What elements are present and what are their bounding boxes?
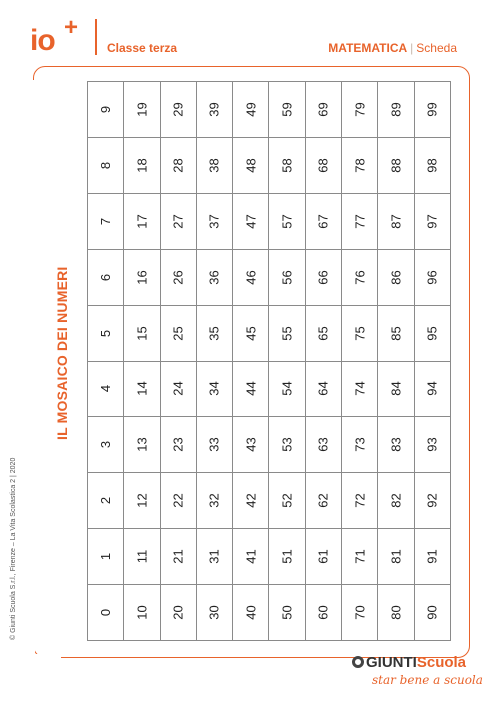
giunti-g-icon bbox=[352, 656, 364, 668]
grid-cell bbox=[124, 473, 160, 529]
grid-number: 59 bbox=[279, 102, 295, 117]
grid-cell bbox=[161, 362, 197, 418]
grid-cell bbox=[88, 194, 124, 250]
publisher-tagline: star bene a scuola bbox=[372, 673, 483, 687]
grid-number: 52 bbox=[279, 493, 295, 508]
grid-number: 40 bbox=[243, 605, 259, 620]
grid-cell bbox=[415, 585, 451, 641]
grid-cell bbox=[161, 138, 197, 194]
io-logo bbox=[30, 14, 78, 57]
grid-number: 98 bbox=[424, 158, 440, 173]
grid-cell bbox=[269, 417, 305, 473]
grid-cell bbox=[88, 585, 124, 641]
grid-number: 75 bbox=[352, 325, 368, 341]
grid-number: 23 bbox=[170, 437, 186, 453]
grid-cell bbox=[306, 82, 342, 138]
grid-number: 22 bbox=[170, 493, 186, 508]
grid-cell bbox=[161, 250, 197, 306]
grid-cell bbox=[161, 417, 197, 473]
grid-number: 9 bbox=[98, 105, 114, 114]
grid-cell bbox=[306, 529, 342, 585]
grid-number: 14 bbox=[134, 381, 150, 397]
grid-cell bbox=[342, 362, 378, 418]
grid-number: 35 bbox=[207, 325, 223, 341]
grid-number: 64 bbox=[315, 381, 331, 397]
number-grid bbox=[87, 81, 451, 641]
grid-number: 34 bbox=[207, 381, 223, 397]
grid-number: 16 bbox=[134, 269, 150, 285]
grid-number: 32 bbox=[207, 493, 223, 508]
grid-number: 13 bbox=[134, 437, 150, 453]
frame-gap-bottom bbox=[31, 654, 61, 662]
grid-number: 82 bbox=[388, 493, 404, 508]
grid-number: 95 bbox=[424, 325, 440, 341]
grid-cell bbox=[378, 585, 414, 641]
grid-cell bbox=[269, 138, 305, 194]
grid-number: 28 bbox=[170, 158, 186, 173]
grid-number: 80 bbox=[388, 605, 404, 620]
grid-number: 6 bbox=[98, 273, 114, 281]
grid-number: 58 bbox=[279, 158, 295, 173]
grid-number: 56 bbox=[279, 269, 295, 285]
grid-cell bbox=[306, 362, 342, 418]
grid-cell bbox=[88, 250, 124, 306]
grid-number: 57 bbox=[279, 214, 295, 229]
grid-cell bbox=[197, 362, 233, 418]
page-title: IL MOSAICO DEI NUMERI bbox=[54, 266, 70, 440]
grid-number: 67 bbox=[315, 214, 331, 229]
grid-cell bbox=[233, 585, 269, 641]
grid-cell bbox=[161, 82, 197, 138]
grid-number: 8 bbox=[98, 161, 114, 169]
grid-cell bbox=[342, 82, 378, 138]
grid-number: 0 bbox=[98, 608, 114, 617]
grid-number: 49 bbox=[243, 102, 259, 117]
grid-number: 69 bbox=[315, 102, 331, 117]
sheet-type: Scheda bbox=[416, 41, 457, 55]
grid-number: 42 bbox=[243, 493, 259, 508]
grid-number: 92 bbox=[424, 493, 440, 508]
grid-cell bbox=[306, 473, 342, 529]
grid-number: 99 bbox=[424, 102, 440, 117]
grid-number: 48 bbox=[243, 158, 259, 173]
grid-cell bbox=[378, 362, 414, 418]
grid-number: 15 bbox=[134, 325, 150, 341]
grid-number: 21 bbox=[170, 549, 186, 564]
grid-number: 85 bbox=[388, 325, 404, 341]
grid-number: 70 bbox=[352, 605, 368, 620]
grid-cell bbox=[378, 194, 414, 250]
grid-cell bbox=[233, 194, 269, 250]
grid-number: 91 bbox=[424, 549, 440, 564]
grid-number: 45 bbox=[243, 325, 259, 341]
grid-number: 77 bbox=[352, 214, 368, 229]
grid-cell bbox=[306, 585, 342, 641]
grid-number: 30 bbox=[207, 605, 223, 620]
grid-number: 18 bbox=[134, 158, 150, 173]
grid-number: 39 bbox=[207, 102, 223, 117]
frame-gap bbox=[31, 80, 35, 660]
grid-number: 46 bbox=[243, 269, 259, 285]
grid-cell bbox=[269, 194, 305, 250]
grid-cell bbox=[306, 138, 342, 194]
grid-number: 11 bbox=[134, 549, 150, 564]
grid-cell bbox=[88, 306, 124, 362]
grid-cell bbox=[197, 194, 233, 250]
grid-cell bbox=[124, 585, 160, 641]
grid-cell bbox=[124, 306, 160, 362]
grid-number: 3 bbox=[98, 441, 114, 449]
grid-cell bbox=[124, 529, 160, 585]
grid-cell bbox=[415, 306, 451, 362]
grid-number: 25 bbox=[170, 325, 186, 341]
grid-number: 71 bbox=[352, 549, 368, 564]
grid-cell bbox=[342, 250, 378, 306]
grid-cell bbox=[161, 306, 197, 362]
grid-number: 89 bbox=[388, 102, 404, 117]
grid-number: 65 bbox=[315, 325, 331, 341]
grid-cell bbox=[342, 585, 378, 641]
grid-number: 27 bbox=[170, 214, 186, 229]
grid-cell bbox=[269, 250, 305, 306]
grid-cell bbox=[233, 82, 269, 138]
grid-cell bbox=[342, 529, 378, 585]
grid-cell bbox=[378, 306, 414, 362]
publisher-logo bbox=[352, 654, 466, 671]
grid-cell bbox=[342, 306, 378, 362]
grid-cell bbox=[415, 473, 451, 529]
grid-cell bbox=[197, 585, 233, 641]
grid-cell bbox=[233, 138, 269, 194]
grid-number: 19 bbox=[134, 102, 150, 117]
grid-number: 87 bbox=[388, 214, 404, 229]
grid-cell bbox=[306, 194, 342, 250]
grid-number: 7 bbox=[98, 217, 114, 225]
grid-number: 93 bbox=[424, 437, 440, 453]
grid-cell bbox=[342, 194, 378, 250]
grid-number: 60 bbox=[315, 605, 331, 620]
grid-number: 2 bbox=[98, 497, 114, 505]
grid-cell bbox=[161, 585, 197, 641]
grid-number: 36 bbox=[207, 269, 223, 285]
grid-number: 90 bbox=[424, 605, 440, 620]
grid-cell bbox=[88, 362, 124, 418]
grid-number: 4 bbox=[98, 385, 114, 393]
grid-number: 29 bbox=[170, 102, 186, 117]
grid-cell bbox=[88, 138, 124, 194]
grid-cell bbox=[342, 138, 378, 194]
grid-number: 20 bbox=[170, 605, 186, 620]
grid-cell bbox=[378, 417, 414, 473]
grid-number: 97 bbox=[424, 214, 440, 229]
subject-label bbox=[328, 41, 457, 55]
grid-number: 63 bbox=[315, 437, 331, 453]
grid-cell bbox=[88, 473, 124, 529]
grid-number: 31 bbox=[207, 549, 223, 564]
grid-number: 62 bbox=[315, 493, 331, 508]
grid-number: 54 bbox=[279, 381, 295, 397]
grid-cell bbox=[378, 82, 414, 138]
grid-cell bbox=[88, 82, 124, 138]
grid-cell bbox=[415, 362, 451, 418]
grid-number: 51 bbox=[279, 549, 295, 564]
grid-number: 1 bbox=[98, 553, 114, 561]
grid-cell bbox=[197, 82, 233, 138]
publisher-brand: GIUNTI bbox=[366, 654, 417, 671]
publisher-brand-suffix: Scuola bbox=[416, 654, 467, 671]
grid-number: 68 bbox=[315, 158, 331, 173]
grid-number: 74 bbox=[352, 381, 368, 397]
grid-number: 10 bbox=[134, 605, 150, 620]
grid-number: 84 bbox=[388, 381, 404, 397]
subject-separator: | bbox=[410, 41, 414, 55]
grid-cell bbox=[233, 473, 269, 529]
grid-cell bbox=[415, 138, 451, 194]
grid-cell bbox=[269, 585, 305, 641]
grid-number: 86 bbox=[388, 269, 404, 285]
grid-cell bbox=[306, 417, 342, 473]
grid-cell bbox=[415, 194, 451, 250]
grid-cell bbox=[197, 250, 233, 306]
grid-cell bbox=[233, 362, 269, 418]
grid-number: 88 bbox=[388, 158, 404, 173]
grid-cell bbox=[378, 473, 414, 529]
grid-number: 47 bbox=[243, 214, 259, 229]
grid-cell bbox=[415, 417, 451, 473]
grid-cell bbox=[269, 82, 305, 138]
grid-number: 53 bbox=[279, 437, 295, 453]
grid-number: 44 bbox=[243, 381, 259, 397]
grid-cell bbox=[415, 529, 451, 585]
grid-cell bbox=[415, 250, 451, 306]
grid-number: 94 bbox=[424, 381, 440, 397]
class-label: Classe terza bbox=[107, 41, 178, 55]
grid-cell bbox=[306, 250, 342, 306]
grid-cell bbox=[124, 138, 160, 194]
grid-cell bbox=[161, 473, 197, 529]
grid-cell bbox=[197, 138, 233, 194]
grid-number: 33 bbox=[207, 437, 223, 453]
grid-number: 79 bbox=[352, 102, 368, 117]
header-divider bbox=[95, 19, 97, 55]
grid-number: 41 bbox=[243, 549, 259, 564]
grid-number: 24 bbox=[170, 381, 186, 397]
grid-cell bbox=[269, 306, 305, 362]
grid-number: 38 bbox=[207, 158, 223, 173]
grid-cell bbox=[124, 82, 160, 138]
grid-cell bbox=[342, 473, 378, 529]
grid-cell bbox=[233, 529, 269, 585]
grid-cell bbox=[378, 529, 414, 585]
grid-number: 81 bbox=[388, 549, 404, 564]
grid-number: 55 bbox=[279, 325, 295, 341]
grid-cell bbox=[88, 417, 124, 473]
grid-cell bbox=[124, 417, 160, 473]
grid-number: 78 bbox=[352, 158, 368, 173]
grid-number: 72 bbox=[352, 493, 368, 508]
grid-number: 17 bbox=[134, 214, 150, 229]
grid-number: 76 bbox=[352, 269, 368, 285]
grid-cell bbox=[124, 194, 160, 250]
grid-number: 37 bbox=[207, 214, 223, 229]
grid-number: 61 bbox=[315, 549, 331, 564]
grid-cell bbox=[161, 529, 197, 585]
grid-cell bbox=[269, 529, 305, 585]
grid-cell bbox=[415, 82, 451, 138]
grid-cell bbox=[306, 306, 342, 362]
grid-number: 73 bbox=[352, 437, 368, 453]
grid-number: 66 bbox=[315, 269, 331, 285]
grid-cell bbox=[269, 473, 305, 529]
grid-cell bbox=[197, 473, 233, 529]
logo-text: io bbox=[30, 24, 55, 57]
grid-cell bbox=[197, 306, 233, 362]
grid-cell bbox=[342, 417, 378, 473]
grid-number: 50 bbox=[279, 605, 295, 620]
grid-cell bbox=[233, 250, 269, 306]
grid-cell bbox=[378, 138, 414, 194]
grid-cell bbox=[378, 250, 414, 306]
grid-number: 26 bbox=[170, 269, 186, 285]
grid-cell bbox=[233, 417, 269, 473]
grid-number: 12 bbox=[134, 493, 150, 508]
grid-cell bbox=[88, 529, 124, 585]
subject-name: MATEMATICA bbox=[328, 41, 408, 55]
grid-number: 96 bbox=[424, 269, 440, 285]
grid-cell bbox=[161, 194, 197, 250]
grid-number: 83 bbox=[388, 437, 404, 453]
grid-cell bbox=[124, 250, 160, 306]
grid-cell bbox=[269, 362, 305, 418]
grid-cell bbox=[197, 529, 233, 585]
grid-number: 5 bbox=[98, 329, 114, 337]
plus-icon: + bbox=[64, 14, 78, 41]
grid-cell bbox=[124, 362, 160, 418]
grid-cell bbox=[233, 306, 269, 362]
grid-number: 43 bbox=[243, 437, 259, 453]
grid-cell bbox=[197, 417, 233, 473]
copyright-text: © Giunti Scuola S.r.l., Firenze – La Vita Scolastica 2 | 2020 bbox=[10, 457, 17, 640]
